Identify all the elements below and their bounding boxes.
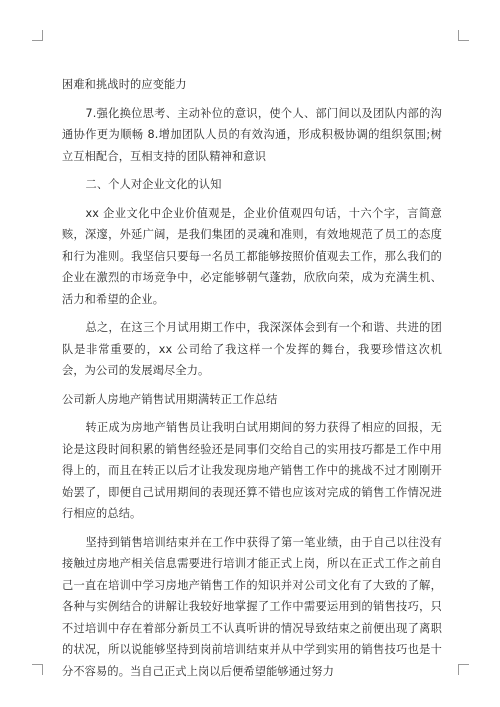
paragraph-training: 坚持到销售培训结束并在工作中获得了第一笔业绩，由于自己以往没有接触过房地产相关信息需要进行培训才能正式上岗，所以在正式工作之前自己一直在培训中学习房地产销售工作的知识并对公司文化有了大致的了解，各种与实例结合的讲解让我较好地掌握了工作中需要运用到的销售技巧，只不过培训中存在着部分新员工不认真听讲的情况导致结束之前便出现了离职的状况，所以说能够坚持到岗前培训结束并从中学到实用的销售技巧也是十分不容易的。当自己正式上岗以后便希望能够通过努力 bbox=[62, 535, 442, 678]
crop-mark-top-left bbox=[32, 30, 43, 41]
paragraph-item-7-8: 7.强化换位思考、主动补位的意识，使个人、部门间以及团队内部的沟通协作更为顺畅 8.增加团队人员的有效沟通，形成积极协调的组织氛围;树立互相配合，互相支持的团队精神和意识 bbox=[62, 106, 442, 163]
crop-mark-bottom-left bbox=[32, 664, 43, 675]
paragraph-values: xx 企业文化中企业价值观是，企业价值观四句话，十六个字，言简意赅，深邃，外延广阔，是我们集团的灵魂和准则，有效地规范了员工的态度和行为准则。我坚信只要每一名员工都能够按照价值观去工作，那么我们的企业在激烈的市场竞争中，必定能够朝气蓬勃，欣欣向荣，成为充满生机、活力和希望的企业。 bbox=[62, 206, 442, 306]
document-body bbox=[62, 74, 442, 682]
paragraph-summary: 总之，在这三个月试用期工作中，我深深体会到有一个和谐、共进的团队是非常重要的，xx 公司给了我这样一个发挥的舞台，我要珍惜这次机会，为公司的发展竭尽全力。 bbox=[62, 321, 442, 377]
paragraph-continuation: 困难和挑战时的应变能力 bbox=[62, 78, 187, 91]
section-heading-culture: 二、个人对企业文化的认知 bbox=[85, 178, 222, 191]
paragraph-intro: 转正成为房地产销售员让我明白试用期间的努力获得了相应的回报，无论是这段时间积累的销售经验还是同事们交给自己的实用技巧都是工作中用得上的，而且在转正以后才让我发现房地产销售工作中的挑战不过才刚刚开始罢了，即便自己试用期间的表现还算不错也应该对完成的销售工作情况进行相应的总结。 bbox=[62, 421, 442, 520]
crop-mark-top-right bbox=[458, 30, 469, 41]
article-title: 公司新人房地产销售试用期满转正工作总结 bbox=[62, 392, 278, 406]
crop-mark-bottom-right bbox=[458, 664, 469, 675]
